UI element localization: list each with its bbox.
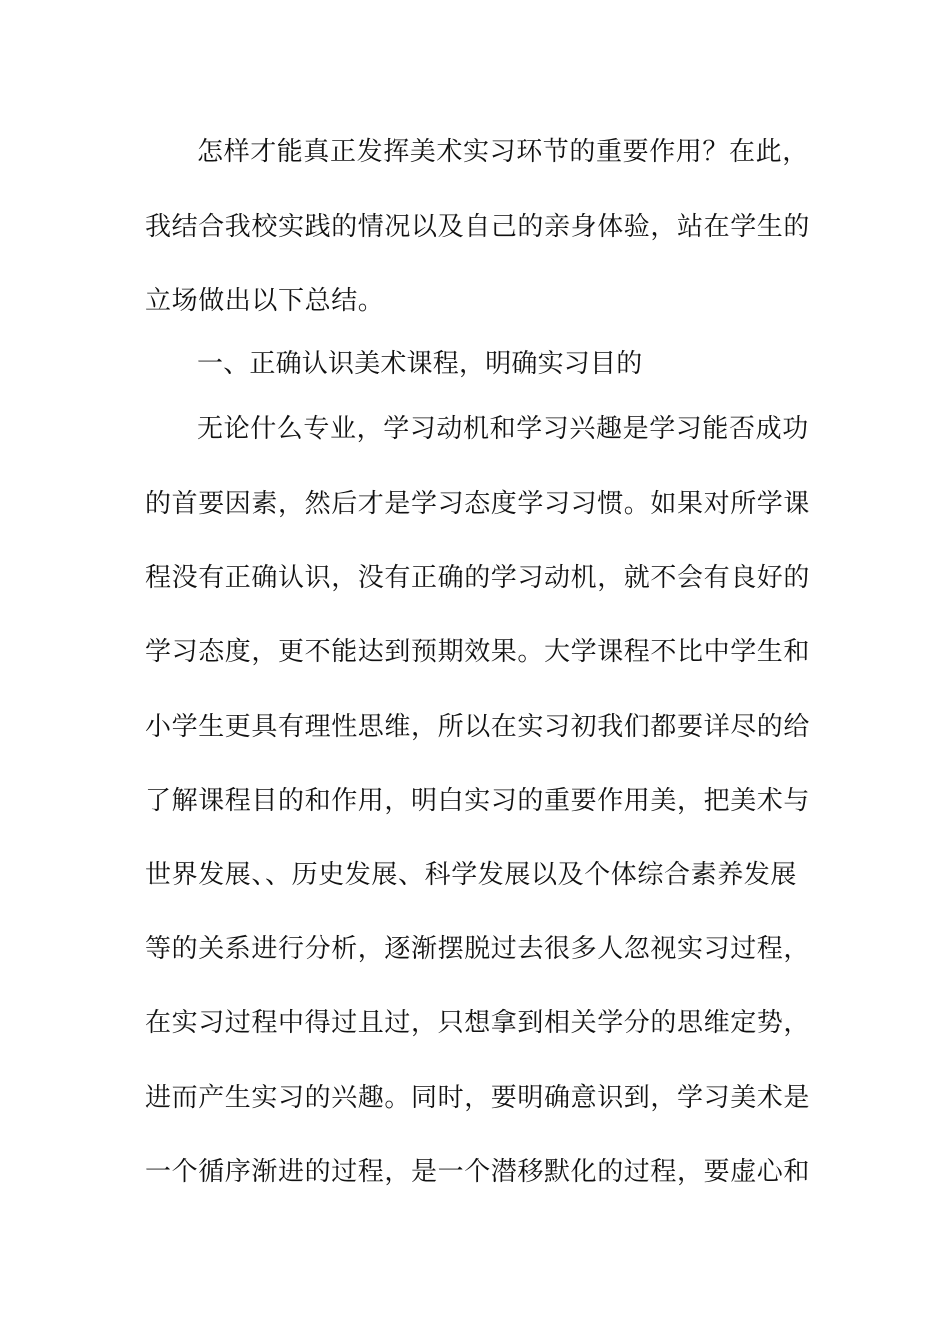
paragraph-1-line-2: 我结合我校实践的情况以及自己的亲身体验，站在学生的 <box>145 212 811 242</box>
paragraph-1-line-3: 立场做出以下总结。 <box>145 286 385 316</box>
paragraph-1-line-1: 怎样才能真正发挥美术实习环节的重要作用？在此， <box>197 137 809 167</box>
paragraph-2-line-4: 学习态度，更不能达到预期效果。大学课程不比中学生和 <box>145 637 811 667</box>
paragraph-2-line-3: 程没有正确认识，没有正确的学习动机，就不会有良好的 <box>145 563 811 593</box>
paragraph-2-line-11: 一个循序渐进的过程，是一个潜移默化的过程，要虚心和 <box>145 1157 811 1187</box>
paragraph-2-line-9: 在实习过程中得过且过，只想拿到相关学分的思维定势， <box>145 1008 811 1038</box>
paragraph-2-line-7: 世界发展、、历史发展、科学发展以及个体综合素养发展 <box>145 860 798 890</box>
paragraph-2-line-6: 了解课程目的和作用，明白实习的重要作用美，把美术与 <box>145 786 811 816</box>
paragraph-2-line-1: 无论什么专业，学习动机和学习兴趣是学习能否成功 <box>197 414 809 444</box>
paragraph-2-line-5: 小学生更具有理性思维，所以在实习初我们都要详尽的给 <box>145 712 811 742</box>
paragraph-2-line-2: 的首要因素，然后才是学习态度学习习惯。如果对所学课 <box>145 489 811 519</box>
section-heading-1: 一、正确认识美术课程，明确实习目的 <box>197 349 643 379</box>
paragraph-2-line-8: 等的关系进行分析，逐渐摆脱过去很多人忽视实习过程， <box>145 934 811 964</box>
paragraph-2-line-10: 进而产生实习的兴趣。同时，要明确意识到，学习美术是 <box>145 1083 811 1113</box>
